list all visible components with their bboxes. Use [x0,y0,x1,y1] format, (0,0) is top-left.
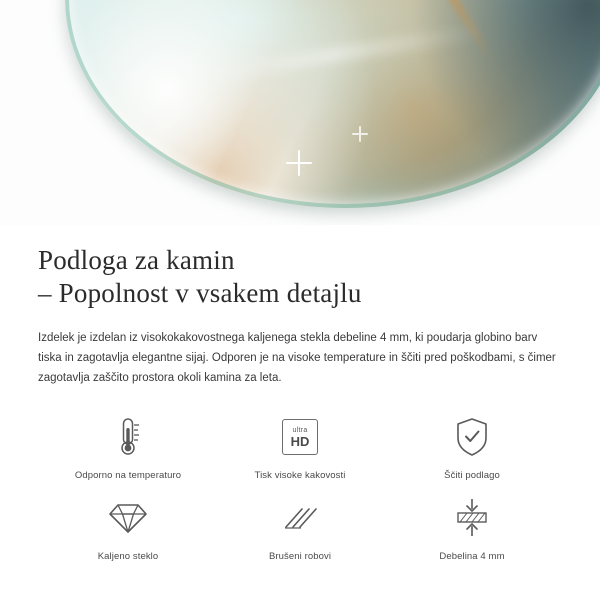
ultra-hd-icon [282,414,318,460]
polished-edges-icon [280,495,320,541]
thickness-arrows-icon [452,495,492,541]
feature-label: Debelina 4 mm [439,551,505,563]
feature-item-surface-protection [386,414,558,481]
feature-label: Brušeni robovi [268,551,332,563]
feature-item-temperature [42,414,214,481]
thermometer-icon [111,414,145,460]
feature-label: Odporno na temperaturo [74,470,182,482]
feature-item-tempered-glass [42,495,214,562]
shield-check-icon [453,414,491,460]
feature-label: Tisk visoke kakovosti [254,470,346,482]
feature-item-thickness [386,495,558,562]
feature-label: Ščiti podlago [444,470,500,482]
badge-top-text: ultra [292,426,308,434]
content-area [0,244,600,562]
feature-label: Kaljeno steklo [97,551,159,563]
feature-item-print-quality [214,414,386,481]
headline-line-1: Podloga za kamin [38,245,235,275]
headline-line-2: – Popolnost v vsakem detajlu [38,278,362,308]
diamond-icon [107,495,149,541]
feature-grid [38,414,562,562]
description-paragraph: Izdelek je izdelan iz visokokakovostnega kaljenega stekla debeline 4 mm, ki poudarja globino barv tiska in zagotavlja elegantne sijaj. Odporen je na visoke temperature in ščiti pred poškodbami, s čimer zagotavlja zaščito prostora okoli kamina za leta. [38,332,556,385]
feature-item-polished-edges [214,495,386,562]
badge-main-text: HD [290,433,310,449]
hero-image [0,0,600,225]
page-title [38,244,562,310]
plate-dark-wash [412,0,600,191]
